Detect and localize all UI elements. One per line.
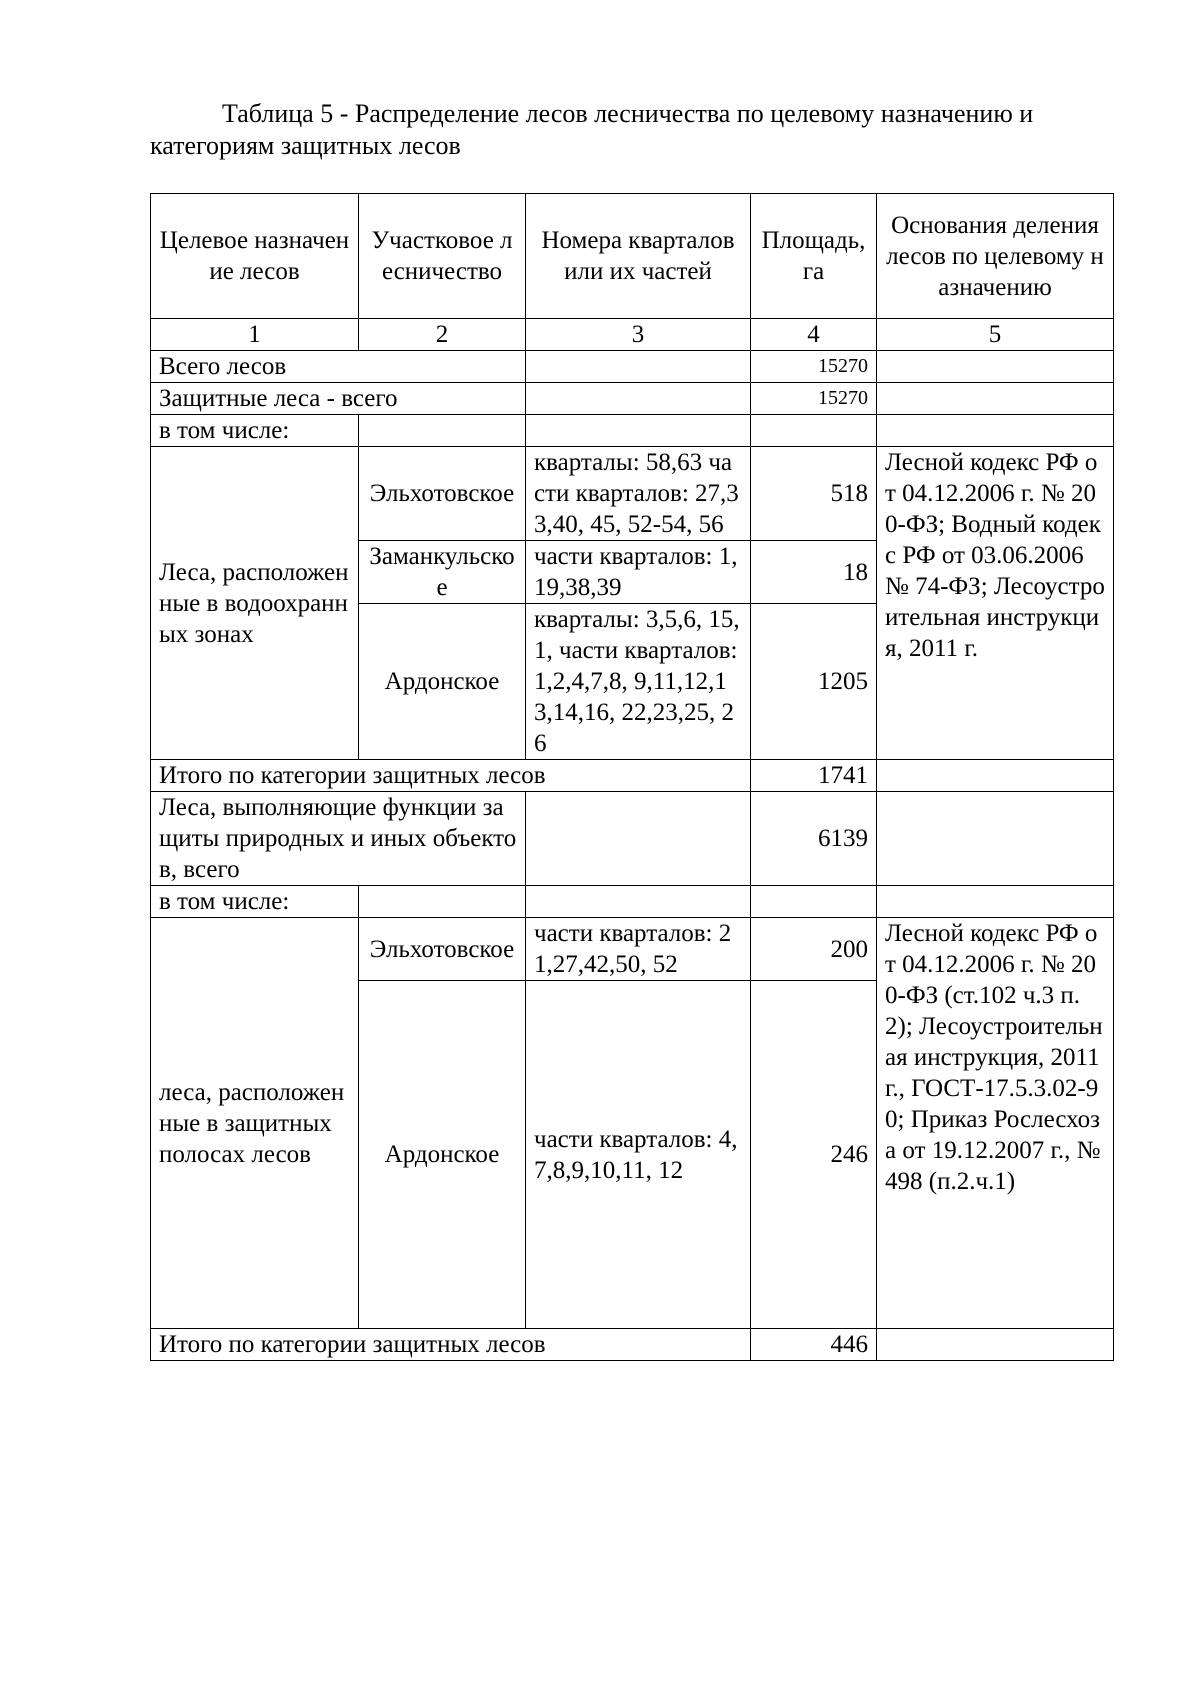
quarters-cell: части кварталов: 21,27,42,50, 52 bbox=[526, 918, 751, 981]
total-forests-label: Всего лесов bbox=[151, 351, 526, 383]
table-row-total bbox=[151, 351, 1114, 383]
column-number: 1 bbox=[151, 319, 359, 351]
district-cell: Эльхотовское bbox=[359, 918, 526, 981]
empty-cell bbox=[877, 351, 1114, 383]
district-cell: Заманкульское bbox=[359, 541, 526, 604]
column-number: 5 bbox=[877, 319, 1114, 351]
header-district: Участковое лесничество bbox=[359, 194, 526, 319]
protective-strips-category: леса, расположенные в защитных полосах лесов bbox=[151, 918, 359, 1329]
protection-functions-area: 6139 bbox=[751, 792, 877, 886]
table-row-protection-functions bbox=[151, 792, 1114, 886]
quarters-cell: кварталы: 3,5,6, 15,1, части кварталов: 1,2,4,7,8, 9,11,12,13,14,16, 22,23,25, 26 bbox=[526, 604, 751, 760]
area-cell: 200 bbox=[751, 918, 877, 981]
column-number: 4 bbox=[751, 319, 877, 351]
table-row-subtotal bbox=[151, 1329, 1114, 1361]
column-number: 3 bbox=[526, 319, 751, 351]
quarters-cell: части кварталов: 1,19,38,39 bbox=[526, 541, 751, 604]
header-quarters: Номера кварталов или их частей bbox=[526, 194, 751, 319]
quarters-cell: кварталы: 58,63 части кварталов: 27,33,40, 45, 52-54, 56 bbox=[526, 447, 751, 541]
empty-cell bbox=[751, 886, 877, 918]
total-forests-area: 15270 bbox=[751, 351, 877, 383]
empty-cell bbox=[877, 415, 1114, 447]
header-purpose: Целевое назначение лесов bbox=[151, 194, 359, 319]
district-cell: Ардонское bbox=[359, 981, 526, 1329]
area-cell: 518 bbox=[751, 447, 877, 541]
header-area: Площадь, га bbox=[751, 194, 877, 319]
empty-cell bbox=[526, 351, 751, 383]
water-zones-category: Леса, расположенные в водоохранных зонах bbox=[151, 447, 359, 760]
empty-cell bbox=[751, 415, 877, 447]
empty-cell bbox=[877, 383, 1114, 415]
empty-cell bbox=[526, 383, 751, 415]
district-cell: Эльхотовское bbox=[359, 447, 526, 541]
subtotal-area: 446 bbox=[751, 1329, 877, 1361]
empty-cell bbox=[877, 1329, 1114, 1361]
header-basis: Основания деления лесов по целевому назначению bbox=[877, 194, 1114, 319]
table-row bbox=[151, 447, 1114, 541]
subtotal-label: Итого по категории защитных лесов bbox=[151, 1329, 751, 1361]
column-number-row bbox=[151, 319, 1114, 351]
protective-forests-label: Защитные леса - всего bbox=[151, 383, 526, 415]
protection-functions-label: Леса, выполняющие функции защиты природных и иных объектов, всего bbox=[151, 792, 526, 886]
table-row-protective-total bbox=[151, 383, 1114, 415]
table-row-including bbox=[151, 886, 1114, 918]
forest-distribution-table bbox=[150, 193, 1114, 1361]
district-cell: Ардонское bbox=[359, 604, 526, 760]
area-cell: 1205 bbox=[751, 604, 877, 760]
table-caption: Таблица 5 - Распределение лесов лесничества по целевому назначению и категориям защитных лесов bbox=[150, 99, 1034, 160]
area-cell: 246 bbox=[751, 981, 877, 1329]
table-row-subtotal bbox=[151, 760, 1114, 792]
protective-strips-basis: Лесной кодекс РФ от 04.12.2006 г. № 200-ФЗ (ст.102 ч.3 п.2); Лесоустроительная инструкция, 2011 г., ГОСТ-17.5.3.02-90; Приказ Рослесхоза от 19.12.2007 г., № 498 (п.2.ч.1) bbox=[877, 918, 1114, 1329]
area-cell: 18 bbox=[751, 541, 877, 604]
subtotal-area: 1741 bbox=[751, 760, 877, 792]
empty-cell bbox=[877, 760, 1114, 792]
column-number: 2 bbox=[359, 319, 526, 351]
protective-forests-area: 15270 bbox=[751, 383, 877, 415]
subtotal-label: Итого по категории защитных лесов bbox=[151, 760, 751, 792]
header-row bbox=[151, 194, 1114, 319]
including-label: в том числе: bbox=[151, 415, 359, 447]
table-row bbox=[151, 918, 1114, 981]
empty-cell bbox=[359, 886, 526, 918]
empty-cell bbox=[526, 792, 751, 886]
empty-cell bbox=[526, 415, 751, 447]
table-row-including bbox=[151, 415, 1114, 447]
quarters-cell: части кварталов: 4,7,8,9,10,11, 12 bbox=[526, 981, 751, 1329]
empty-cell bbox=[526, 886, 751, 918]
empty-cell bbox=[877, 886, 1114, 918]
empty-cell bbox=[359, 415, 526, 447]
empty-cell bbox=[877, 792, 1114, 886]
including-label: в том числе: bbox=[151, 886, 359, 918]
water-zones-basis: Лесной кодекс РФ от 04.12.2006 г. № 200-ФЗ; Водный кодекс РФ от 03.06.2006 № 74-ФЗ; Лесоустроительная инструкция, 2011 г. bbox=[877, 447, 1114, 760]
